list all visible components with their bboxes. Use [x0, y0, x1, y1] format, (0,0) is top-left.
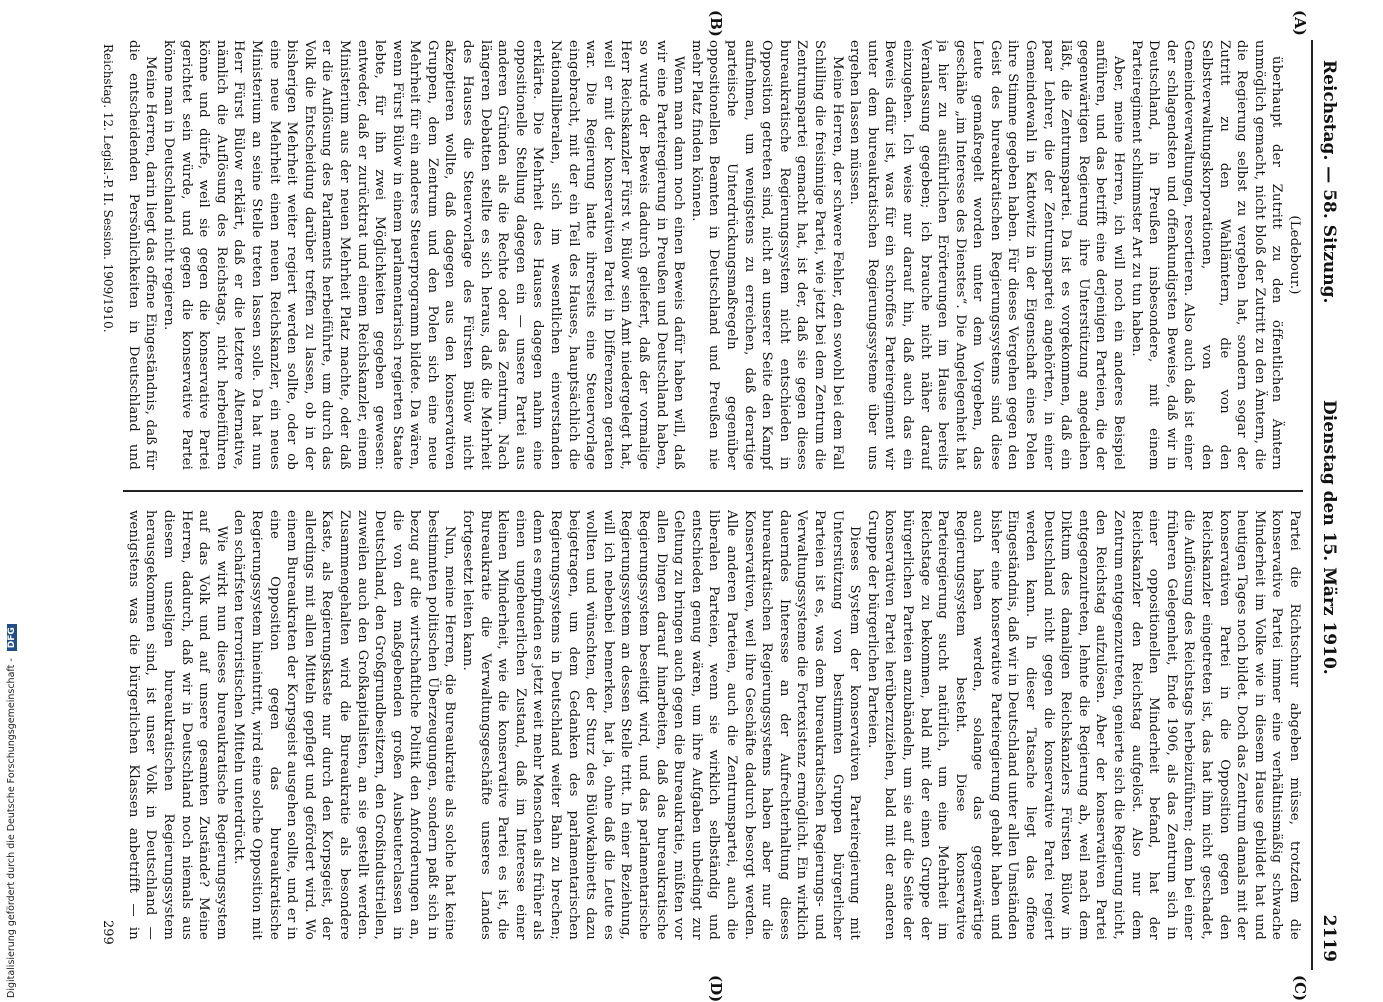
footer-page-number: 299 [100, 920, 115, 945]
dfg-logo: DFG [7, 624, 17, 651]
column-divider [123, 490, 1303, 492]
right-column [123, 510, 1303, 940]
left-paragraph: Meine Herren, der schwere Fehler, den sowohl bei dem Fall Schilling die freisinnige Partei, wie jetzt bei dem Zentrum die Zentrumspartei gemacht hat, ist der, daß sie gegen dieses bureaukratische Regierungssystem nicht entschieden in Opposition getreten sind, nicht an unserer Seite den Kampf aufnehmen, um wenigstens zu erreichen, daß derartige parteiische Unterdrückungsmaßregeln gegenüber oppositionellen Beamten in Deutschland und Preußen nie mehr Platz finden können. [688, 40, 845, 470]
right-paragraph: Dieses System der konservativen Parteiregierung mit Unterstützung von bestimmten Gruppen bürgerlicher Parteien ist es, was dem bureaukratischen Regierungs- und Verwaltungssysteme die Fortexistenz ermöglicht. Ein wirklich dauerndes Interesse an der Aufrechterhaltung dieses bureaukratischen Regierungssystems haben aber nur die Konservativen, weil ihre Geschäfte dadurch besorgt werden. Alle anderen Parteien, auch die Zentrumspartei, auch die liberalen Parteien, wenn sie wirklich selbständig und entschieden genug wären, um ihre Aufgaben unbedingt zur Geltung zu bringen auch gegen die Bureaukratie, müßten vor allen Dingen darauf hinarbeiten, daß das bureaukratische Regierungssystem beseitigt wird, und das parlamentarische Regierungssystem an dessen Stelle tritt. In einer Beziehung, will ich nebenbei bemerken, hat ja, ohne daß die Leute es wollten und wünschten, der Sturz des Bülowkabinetts dazu beigetragen, um dem Gedanken des parlamentarischen Regierungssystems in Deutschland weiter Bahn zu brechen; denn es empfinden es jetzt weit mehr Menschen als früher als einen ungeheuerlichen Zustand, daß im Interesse einer kleinen Minderheit, wie die konservative Partei es ist, die Bureaukratie die Verwaltungsgeschäfte unseres Landes fortgesetzt leiten kann. [460, 510, 863, 940]
header-page-number: 2119 [1319, 914, 1339, 962]
rotated-page-content [63, 10, 1343, 1002]
header-date: Dienstag den 15. März 1910. [1319, 400, 1339, 675]
right-paragraph: Nun, meine Herren, die Bureaukratie als solche hat keine bestimmten politischen Überzeugungen, sondern paßt sich in bezug auf die wirtschaftliche Politik den Anforderungen an, die von den maßgebenden großen Ausbeuterclassen in Deutschland, den Großgrundbesitzern, den Großindustriellen, zuweilen auch den Großkapitalisten, an sie gestellt werden. Zusammengehalten wird die Bureaukratie als besondere Kaste, als Regierungskaste nur durch den Korpsgeist, der allerdings mit allen Mitteln gepflegt und gefördert wird. Wo einem Bureaukraten der Korpsgeist ausgehen sollte, und er in eine Opposition gegen das bureaukratische Regierungssystem hineintritt, wird eine solche Opposition mit den schärfsten terroristischen Mitteln unterdrückt. [231, 510, 458, 940]
speaker-tag: (Ledebour.) [1287, 215, 1302, 295]
digitization-credit [6, 0, 20, 998]
left-paragraph: Meine Herren, darin liegt das offene Eingeständnis, daß für die entscheidenden Persönlichkeiten in Deutschland und [125, 40, 159, 470]
margin-marker-c: (C) [1291, 975, 1309, 1002]
header-rule [1311, 40, 1313, 970]
footer-citation: Reichstag. 12. Legisl.-P. II. Session. 1909/1910. [101, 44, 115, 333]
right-paragraph: Wie wirkt nun dieses bureaukratische Regierungssystem auf das Volk und auf unsere gesamten Zustände? Meine Herren, dadurch, daß wir in Deutschland noch niemals aus diesem unseligen bureaukratischen Regierungssystem herausgekommen sind, ist unser Volk in Deutschland — wenigstens was die bürgerlichen Klassen anbetrifft — in [125, 510, 229, 940]
margin-marker-d: (D) [707, 975, 725, 1002]
left-paragraph: Aber, meine Herren, ich will noch ein anderes Beispiel anführen, und das betrifft eine derjenigen Parteien, die der gegenwärtigen Regierung ihre Unterstützung angedeihen läßt, die Zentrumspartei. Da ist es vorgekommen, daß ein paar Lehrer, die der Zentrumspartei angehörten, in einer Gemeindewahl in Kattowitz in der Eigenschaft eines Polen ihre Stimme gegeben haben. Für dieses Vergehen gegen den Geist des bureaukratischen Regierungssystems sind diese Leute gemaßregelt worden unter dem Vorgeben, das geschähe „im Interesse des Dienstes“. Die Angelegenheit hat ja hier zu ausführlichen Erörterungen im Hause bereits Veranlassung gegeben; ich brauche nicht näher darauf einzugehen. Ich weise nur darauf hin, daß auch das ein Beweis dafür ist, was für ein schroffes Parteiregiment wir unter dem bureaukratischen Regierungssysteme über uns ergehen lassen müssen. [847, 40, 1127, 470]
credit-text: Digitalisierung gefördert durch die Deutsche Forschungsgemeinschaft - [6, 658, 17, 998]
page-header [1315, 40, 1343, 970]
left-column [123, 40, 1303, 470]
header-left-title: Reichstag. — 58. Sitzung. [1319, 60, 1339, 304]
margin-marker-a: (A) [1291, 10, 1309, 36]
right-paragraph: Partei die Richtschnur abgeben müsse, trotzdem die konservative Partei immer eine verhältnismäßig schwache Minderheit im Volke wie in diesem Hause gebildet hat und heutigen Tages noch bildet. Doch das Zentrum damals mit der konservativen Partei in die Opposition gegen den Reichskanzler eingetreten ist, das hat ihm nicht geschadet, die Auflösung des Reichstags herbeizuführen; denn bei einer früheren Gelegenheit, Ende 1906, als das Zentrum sich in einer oppositionellen Minderheit befand, hat der Reichskanzler den Reichstag aufgelöst. Also nur dem Zentrum entgegenzutreten, genierte sich die Regierung nicht, den Reichstag aufzulösen. Aber der konservativen Partei entgegenzutreten, lehnte die Regierung ab, weil nach dem Diktum des damaligen Reichskanzlers Fürsten Bülow in Deutschland nicht gegen die konservative Partei regiert werden kann. In dieser Tatsache liegt das offene Eingeständnis, daß wir in Deutschland unter allen Umständen bisher eine konservative Parteiregierung gehabt haben und auch haben werden, solange das gegenwärtige Regierungssystem besteht. Diese konservative Parteiregierung sucht natürlich, um eine Mehrheit im Reichstage zu bekommen, bald mit der einen Gruppe der bürgerlichen Parteien anzubändeln, um sie auf die Seite der konservativen Partei herüberzuziehen, bald mit der anderen Gruppe der bürgerlichen Parteien. [864, 510, 1302, 940]
left-paragraph: Wenn man dann noch einen Beweis dafür haben will, daß wir eine Parteiregierung in Preußen und Deutschland haben, so wurde der Beweis dadurch geliefert, daß der vormalige Herr Reichskanzler Fürst v. Bülow sein Amt niedergelegt hat, weil er mit der konservativen Partei in Differenzen geraten war. Die Regierung hatte ihrerseits eine Steuervorlage eingebracht, mit der ein Teil des Hauses, hauptsächlich die Nationalliberalen, sich im wesentlichen einverstanden erklärte. Die Mehrheit des Hauses dagegen nahm eine oppositionelle Stellung dagegen ein — unsere Partei aus anderen Gründen als die Rechte oder das Zentrum. Nach längeren Debatten stellte es sich heraus, daß die Mehrheit des Hauses die Steuervorlage des Fürsten Bülow nicht akzeptieren wollte, daß dagegen aus den konservativen Gruppen, dem Zentrum und den Polen sich eine neue Mehrheit für ein anderes Steuerprogramm bildete. Da wären, wenn Fürst Bülow in einem parlamentarisch regierten Staate lebte, für ihn zwei Möglichkeiten gegeben gewesen: entweder, daß er zurücktrat und einem Reichskanzler, einem Ministerium aus der neuen Mehrheit Platz machte, oder daß er die Auflösung des Parlaments herbeiführte, um durch das Volk die Entscheidung darüber treffen zu lassen, ob in der bisherigen Mehrheit weiter regiert werden sollte, oder ob eine neue Mehrheit einen neuen Reichskanzler, ein neues Ministerium an seine Stelle treten lassen solle. Da hat nun Herr Fürst Bülow erklärt, daß er die letztere Alternative, nämlich die Auflösung des Reichstags, nicht herbeiführen könne und dürfe, weil sie gegen die konservative Partei gerichtet sein würde, und gegen die konservative Partei könne man in Deutschland nicht regieren. [161, 40, 687, 470]
left-paragraph: überhaupt der Zutritt zu den öffentlichen Ämtern unmöglich gemacht, nicht bloß der Zutritt zu den Ämtern, die die Regierung selbst zu vergeben hat, sondern sogar der Zutritt zu den Wahlämtern, die von den Selbstverwaltungskorporationen, von den Gemeindeverwaltungen, resortieren. Also auch daß ist einer der schlagendsten und offenkundigsten Beweise, daß wir in Deutschland, in Preußen insbesondere, mit einem Parteiregiment schlimmster Art zu tun haben. [1128, 40, 1285, 470]
margin-marker-b: (B) [707, 10, 725, 37]
